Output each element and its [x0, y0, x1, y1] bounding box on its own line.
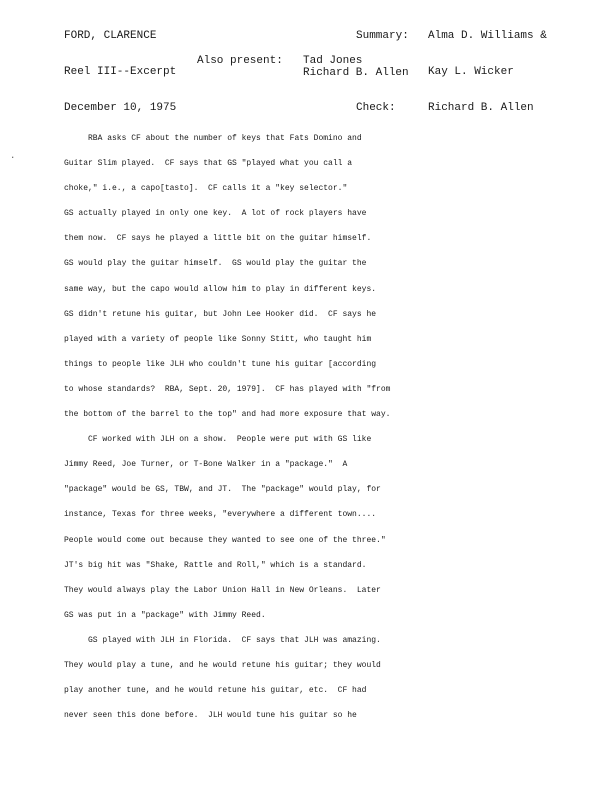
body-line: things to people like JLH who couldn't tune his guitar [according	[64, 359, 377, 369]
also-present-name-2: Richard B. Allen	[303, 67, 409, 79]
body-line: CF worked with JLH on a show. People were put with GS like	[64, 435, 372, 445]
body-line: them now. CF says he played a little bit on the guitar himself.	[64, 234, 372, 244]
body-line: People would come out because they wanted to see one of the three."	[64, 535, 386, 545]
body-line: never seen this done before. JLH would tune his guitar so he	[64, 711, 357, 721]
also-present-name-1: Tad Jones	[303, 55, 363, 67]
body-line: the bottom of the barrel to the top" and had more exposure that way.	[64, 410, 391, 420]
body-line: choke," i.e., a capo[tasto]. CF calls it a "key selector."	[64, 184, 348, 194]
body-line: RBA asks CF about the number of keys that Fats Domino and	[64, 134, 362, 143]
body-line: GS played with JLH in Florida. CF says that JLH was amazing.	[64, 635, 381, 645]
body-line: They would always play the Labor Union Hall in New Orleans. Later	[64, 585, 381, 595]
body-line: Jimmy Reed, Joe Turner, or T-Bone Walker in a "package." A	[64, 460, 348, 470]
summary-label: Summary:	[356, 30, 409, 42]
body-line: to whose standards? RBA, Sept. 20, 1979]. CF has played with "from	[64, 384, 391, 394]
body-line: GS didn't retune his guitar, but John Lee Hooker did. CF says he	[64, 309, 377, 319]
body-line: JT's big hit was "Shake, Rattle and Roll," which is a standard.	[64, 560, 367, 570]
body-line: played with a variety of people like Sonny Stitt, who taught him	[64, 334, 372, 344]
interview-date: December 10, 1975	[64, 102, 177, 114]
summary-name-1: Alma D. Williams &	[428, 30, 547, 42]
header-left	[64, 6, 176, 138]
reel-label: Reel III--Excerpt	[64, 66, 177, 78]
also-present	[197, 55, 409, 79]
body-line: "package" would be GS, TBW, and JT. The "package" would play, for	[64, 485, 381, 495]
transcript-body	[64, 126, 574, 728]
body-line: play another tune, and he would retune his guitar, etc. CF had	[64, 686, 367, 696]
scan-mark: ·	[10, 153, 16, 163]
also-present-label: Also present:	[197, 55, 283, 67]
body-line: GS was put in a "package" with Jimmy Reed.	[64, 610, 266, 620]
check-label: Check:	[356, 102, 396, 114]
body-line: GS actually played in only one key. A lot of rock players have	[64, 209, 367, 219]
body-line: instance, Texas for three weeks, "everywhere a different town....	[64, 510, 377, 520]
summary-name-2: Kay L. Wicker	[428, 66, 514, 78]
interviewee-name: FORD, CLARENCE	[64, 30, 157, 42]
check-name: Richard B. Allen	[428, 102, 534, 114]
body-line: They would play a tune, and he would retune his guitar; they would	[64, 660, 381, 670]
body-line: Guitar Slim played. CF says that GS "played what you call a	[64, 159, 353, 169]
body-line: same way, but the capo would allow him to play in different keys.	[64, 284, 377, 294]
body-line: GS would play the guitar himself. GS would play the guitar the	[64, 259, 367, 269]
